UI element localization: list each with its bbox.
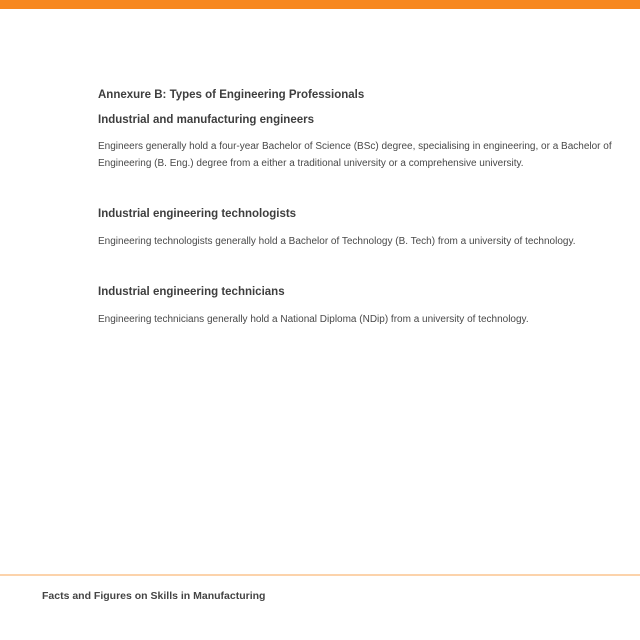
section-paragraph: Engineering technologists generally hold a Bachelor of Technology (B. Tech) from a university of technology.	[98, 236, 576, 247]
section-paragraph: Engineers generally hold a four-year Bachelor of Science (BSc) degree, specialising in engineering, or a Bachelor of Engineering (B. Eng.) degree from a either a traditional university or a comprehensive university.	[98, 141, 612, 169]
section-heading: Industrial and manufacturing engineers	[98, 114, 314, 126]
annex-title: Annexure B: Types of Engineering Professionals	[98, 89, 365, 101]
top-accent-bar	[0, 0, 640, 9]
footer-title: Facts and Figures on Skills in Manufacturing	[42, 590, 266, 602]
section-paragraph: Engineering technicians generally hold a National Diploma (NDip) from a university of technology.	[98, 314, 529, 325]
footer-divider	[0, 574, 640, 576]
section-heading: Industrial engineering technicians	[98, 286, 285, 298]
section-heading: Industrial engineering technologists	[98, 208, 297, 220]
